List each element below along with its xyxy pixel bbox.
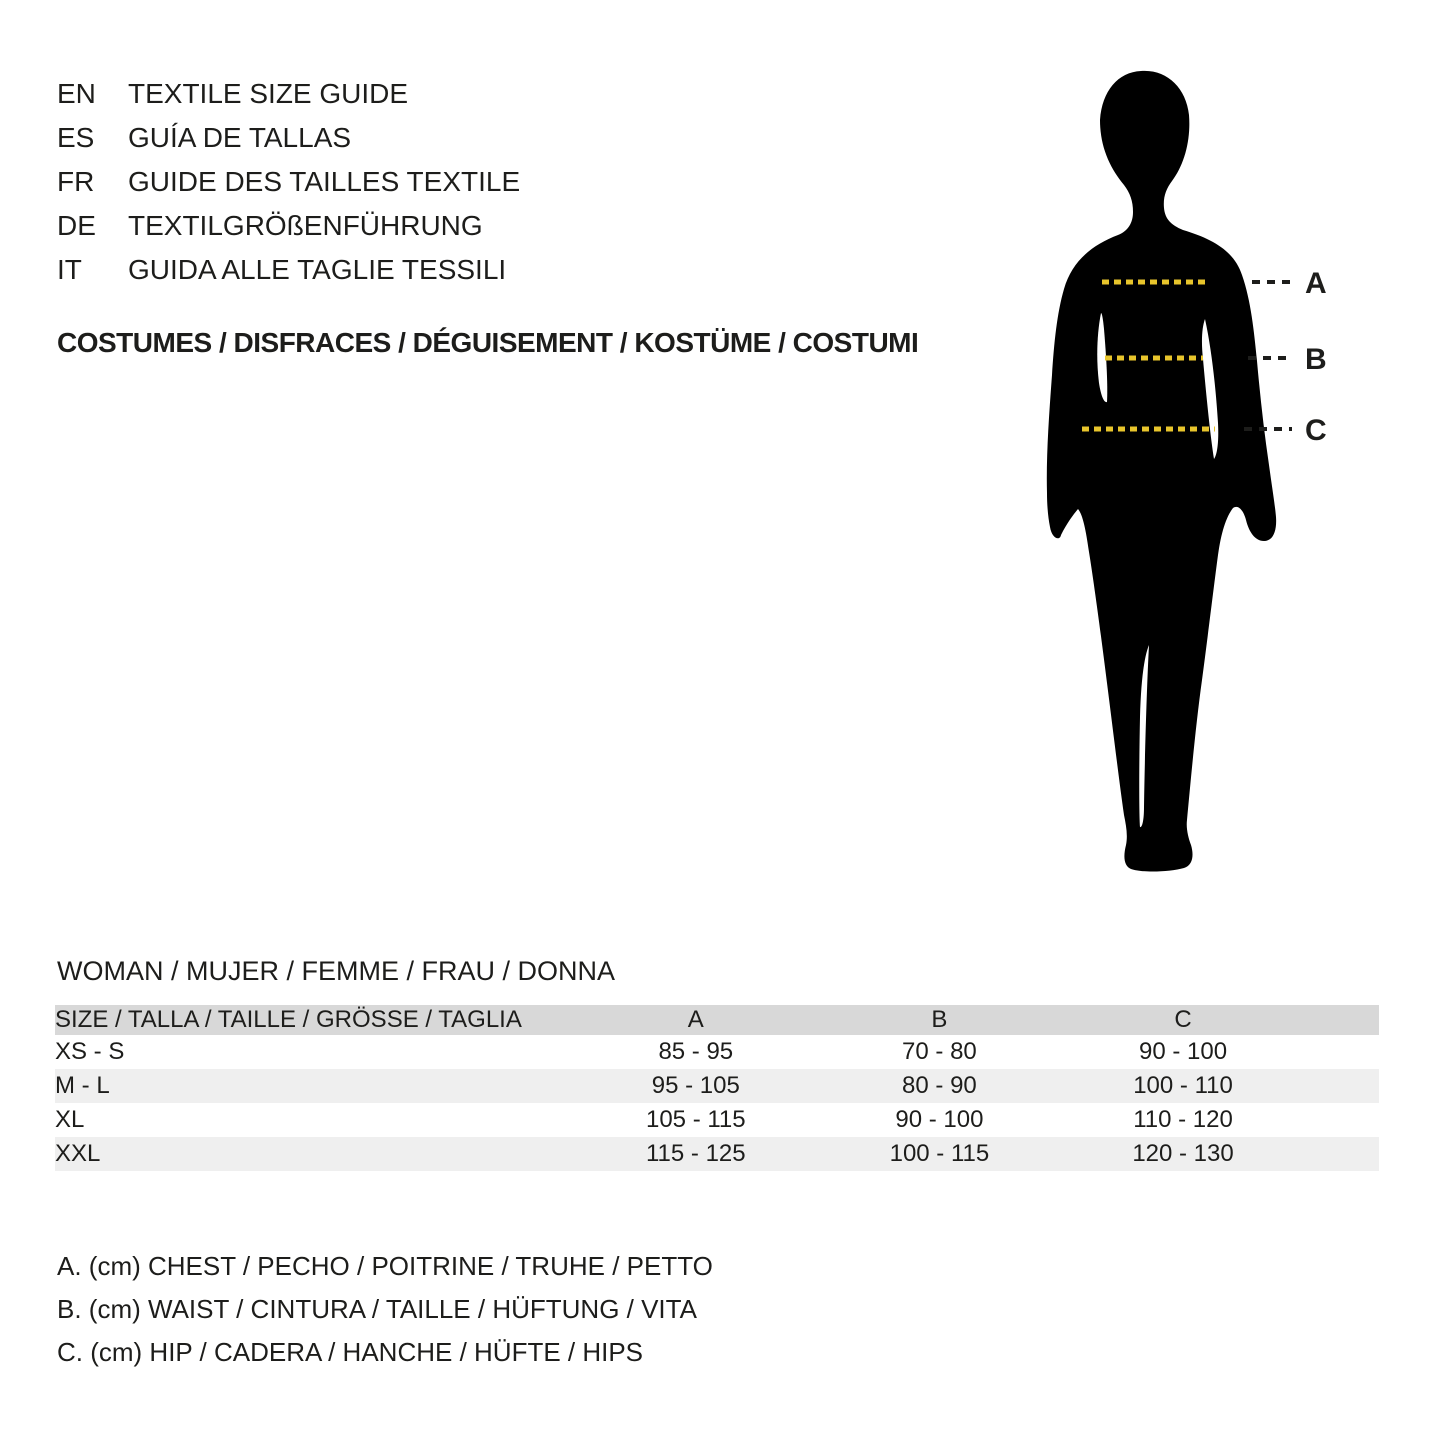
language-code: EN [57,78,96,109]
measurement-legend [57,1245,713,1374]
language-code: FR [57,166,95,197]
cell-b: 70 - 80 [902,1038,977,1065]
language-row-it [57,248,520,292]
cell-b: 80 - 90 [902,1072,977,1099]
measurement-figure [1020,65,1370,877]
table-row-xs-s [55,1035,1379,1069]
chest-label: A [1305,267,1327,300]
header-c: C [1174,1006,1192,1033]
cell-spacer [1305,1069,1379,1103]
cell-size: M - L [55,1072,110,1099]
language-label: GUIDA ALLE TAGLIE TESSILI [128,254,507,285]
cell-b: 90 - 100 [895,1106,984,1133]
cell-a: 95 - 105 [651,1072,740,1099]
cell-spacer [1305,1103,1379,1137]
cell-a: 105 - 115 [645,1106,746,1133]
language-row-de [57,204,520,248]
language-code: ES [57,122,95,153]
section-title-woman: WOMAN / MUJER / FEMME / FRAU / DONNA [57,956,615,986]
cell-a: 115 - 125 [645,1140,746,1167]
cell-c: 90 - 100 [1138,1038,1228,1065]
language-list [57,72,520,292]
legend-hip: C. (cm) HIP / CADERA / HANCHE / HÜFTE / HIPS [57,1337,644,1367]
cell-b: 100 - 115 [889,1140,990,1167]
waist-label: B [1305,343,1327,376]
language-row-es [57,116,520,160]
header-a: A [687,1006,704,1033]
language-row-en [57,72,520,116]
language-label: TEXTILGRÖßENFÜHRUNG [128,210,483,241]
cell-c: 110 - 120 [1133,1106,1233,1133]
woman-silhouette [1047,71,1276,872]
table-row-xl [55,1103,1379,1137]
header-size: SIZE / TALLA / TAILLE / GRÖSSE / TAGLIA [55,1006,522,1033]
woman-silhouette-svg [1020,65,1370,877]
table-row-m-l [55,1069,1379,1103]
cell-a: 85 - 95 [658,1038,734,1065]
table-row-xxl [55,1137,1379,1171]
language-code: IT [57,254,82,285]
cell-size: XL [55,1106,85,1133]
header-spacer [1305,1005,1379,1035]
legend-waist: B. (cm) WAIST / CINTURA / TAILLE / HÜFTUNG / VITA [57,1294,697,1324]
language-label: TEXTILE SIZE GUIDE [128,78,409,109]
cell-size: XS - S [55,1038,125,1065]
cell-c: 100 - 110 [1133,1072,1233,1099]
cell-spacer [1305,1035,1379,1069]
language-code: DE [57,210,96,241]
size-table [55,1005,1379,1171]
hip-label: C [1305,414,1327,447]
category-title: COSTUMES / DISFRACES / DÉGUISEMENT / KOSTÜME / COSTUMI [57,327,919,358]
language-row-fr [57,160,520,204]
cell-spacer [1305,1137,1379,1171]
cell-size: XXL [55,1140,101,1167]
language-label: GUÍA DE TALLAS [128,122,352,153]
header-b: B [931,1006,948,1033]
size-table-header-row [55,1005,1379,1035]
legend-chest: A. (cm) CHEST / PECHO / POITRINE / TRUHE / PETTO [57,1251,713,1281]
language-label: GUIDE DES TAILLES TEXTILE [128,166,521,197]
cell-c: 120 - 130 [1132,1140,1234,1167]
